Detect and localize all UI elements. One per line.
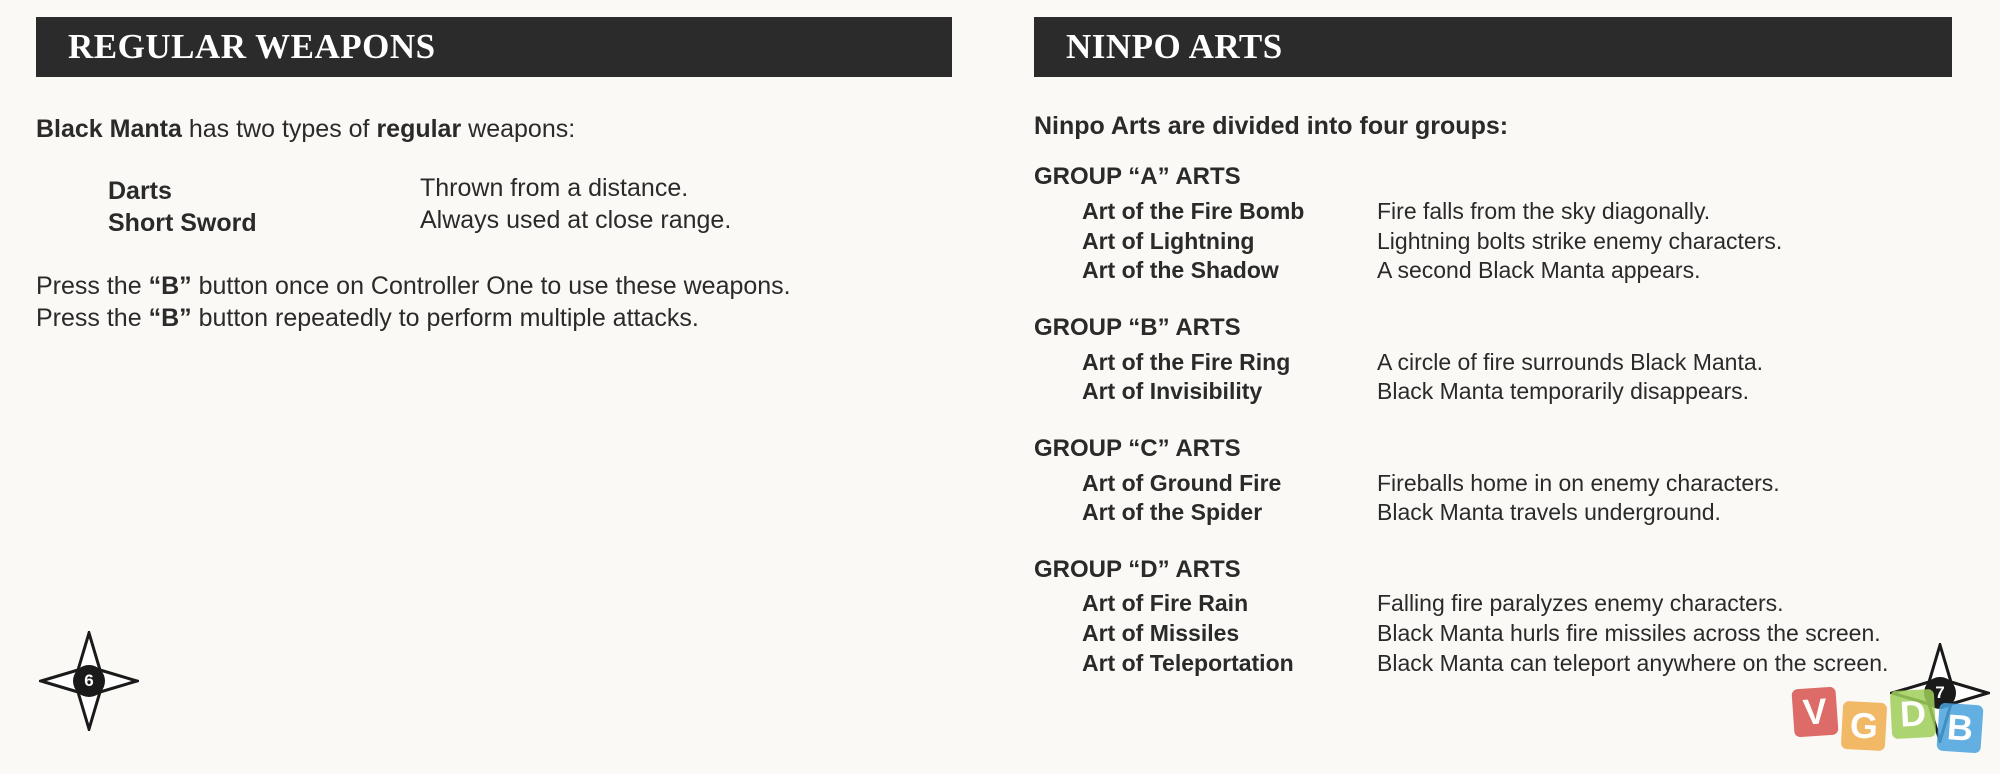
page-number-text: 6 — [84, 671, 94, 690]
press-instruction-2 — [36, 304, 699, 333]
intro-part2: weapons: — [461, 115, 576, 143]
art-name: Art of the Shadow — [1082, 257, 1279, 283]
right-page — [1000, 0, 2000, 774]
art-desc: Fire falls from the sky diagonally. — [1377, 198, 1711, 224]
art-name: Art of the Spider — [1082, 499, 1263, 525]
regular-weapons-heading: REGULAR WEAPONS — [36, 17, 952, 77]
art-name: Art of Lightning — [1082, 228, 1255, 254]
press1-button: “B” — [148, 272, 192, 300]
press2-a: Press the — [36, 304, 149, 332]
logo-letter-b: B — [1936, 703, 1983, 754]
art-desc: Fireballs home in on enemy characters. — [1377, 470, 1780, 496]
art-desc: A circle of fire surrounds Black Manta. — [1377, 349, 1764, 375]
art-name: Art of Ground Fire — [1082, 470, 1282, 496]
press2-button: “B” — [148, 304, 192, 332]
group-c-title: GROUP “C” ARTS — [1034, 435, 1241, 462]
art-name: Art of Invisibility — [1082, 378, 1263, 404]
art-desc: Black Manta hurls fire missiles across the screen. — [1377, 620, 1881, 646]
art-name: Art of Fire Rain — [1082, 590, 1249, 616]
weapon-desc: Always used at close range. — [420, 206, 732, 234]
vgdb-watermark-logo — [1790, 688, 1990, 768]
art-name: Art of the Fire Ring — [1082, 349, 1291, 375]
intro-word: regular — [376, 115, 462, 143]
group-a-title: GROUP “A” ARTS — [1034, 163, 1241, 190]
logo-letter-v: V — [1791, 687, 1838, 738]
logo-letter-g: G — [1841, 701, 1887, 751]
art-desc: A second Black Manta appears. — [1377, 257, 1701, 283]
ninpo-arts-heading: NINPO ARTS — [1034, 17, 1952, 77]
art-desc: Falling fire paralyzes enemy characters. — [1377, 590, 1784, 616]
art-desc: Black Manta temporarily disappears. — [1377, 378, 1749, 404]
group-d-title: GROUP “D” ARTS — [1034, 556, 1241, 583]
art-name: Art of the Fire Bomb — [1082, 198, 1305, 224]
group-b-title: GROUP “B” ARTS — [1034, 314, 1241, 341]
weapon-name: Darts — [108, 177, 172, 205]
press2-c: button repeatedly to perform multiple attacks. — [191, 304, 699, 332]
logo-letter-d: D — [1890, 689, 1936, 739]
art-desc: Black Manta travels underground. — [1377, 499, 1721, 525]
art-desc: Black Manta can teleport anywhere on the screen. — [1377, 650, 1889, 676]
intro-name: Black Manta — [36, 115, 182, 143]
press1-a: Press the — [36, 272, 149, 300]
weapon-desc: Thrown from a distance. — [420, 174, 689, 202]
art-desc: Lightning bolts strike enemy characters. — [1377, 228, 1783, 254]
weapons-intro — [36, 115, 575, 144]
page-number-text: 7 — [1935, 683, 1945, 702]
art-name: Art of Teleportation — [1082, 650, 1294, 676]
intro-part1: has two types of — [181, 115, 377, 143]
weapon-name: Short Sword — [108, 209, 257, 237]
press1-c: button once on Controller One to use these weapons. — [191, 272, 791, 300]
art-name: Art of Missiles — [1082, 620, 1240, 646]
press-instruction-1 — [36, 272, 791, 301]
page-number-6 — [39, 631, 139, 731]
ninpo-intro: Ninpo Arts are divided into four groups: — [1034, 112, 1509, 140]
